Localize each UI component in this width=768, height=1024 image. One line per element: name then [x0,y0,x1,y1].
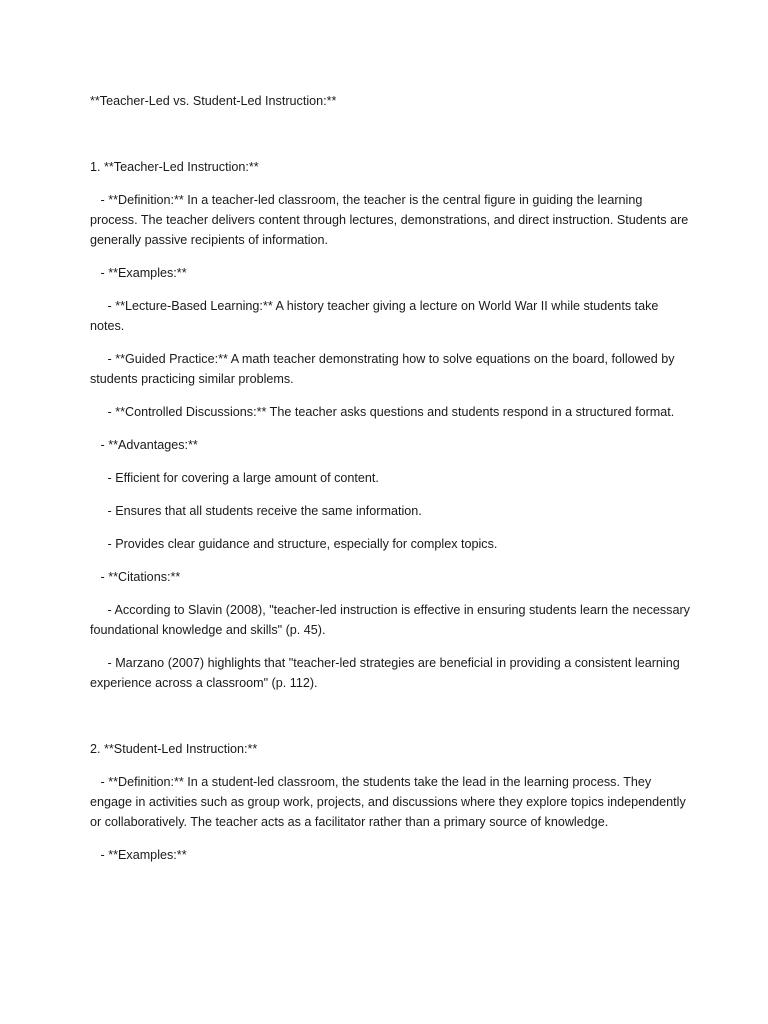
document-title: **Teacher-Led vs. Student-Led Instruction:** [90,94,337,108]
section-2-examples-heading: - **Examples:** [90,848,187,862]
section-1-advantage-item: - Efficient for covering a large amount of content. [90,471,379,485]
section-1-definition: - **Definition:** In a teacher-led classroom, the teacher is the central figure in guiding the learning process. The teacher delivers content through lectures, demonstrations, and direct instruction. Students are generally passive recipients of information. [90,193,692,247]
section-1-example-item: - **Guided Practice:** A math teacher demonstrating how to solve equations on the board, followed by students practicing similar problems. [90,352,679,386]
section-1-citation-item: - Marzano (2007) highlights that "teacher-led strategies are beneficial in providing a consistent learning experience across a classroom" (p. 112). [90,656,684,690]
section-1-example-item: - **Lecture-Based Learning:** A history teacher giving a lecture on World War II while students take notes. [90,299,662,333]
section-1-advantages-heading: - **Advantages:** [90,438,198,452]
section-1-citation-item: - According to Slavin (2008), "teacher-led instruction is effective in ensuring students learn the necessary foundational knowledge and skills" (p. 45). [90,603,694,637]
section-1-advantage-item: - Ensures that all students receive the same information. [90,504,422,518]
section-1-examples-heading: - **Examples:** [90,266,187,280]
section-2-definition: - **Definition:** In a student-led classroom, the students take the lead in the learning process. They engage in activities such as group work, projects, and discussions where they explore topics independently or collaboratively. The teacher acts as a facilitator rather than a primary source of knowledge. [90,775,690,829]
document-page [90,91,694,878]
section-1-citations-heading: - **Citations:** [90,570,181,584]
section-1-heading: 1. **Teacher-Led Instruction:** [90,160,259,174]
section-1-advantage-item: - Provides clear guidance and structure, especially for complex topics. [90,537,498,551]
section-2-heading: 2. **Student-Led Instruction:** [90,742,258,756]
section-1-example-item: - **Controlled Discussions:** The teacher asks questions and students respond in a structured format. [90,405,675,419]
